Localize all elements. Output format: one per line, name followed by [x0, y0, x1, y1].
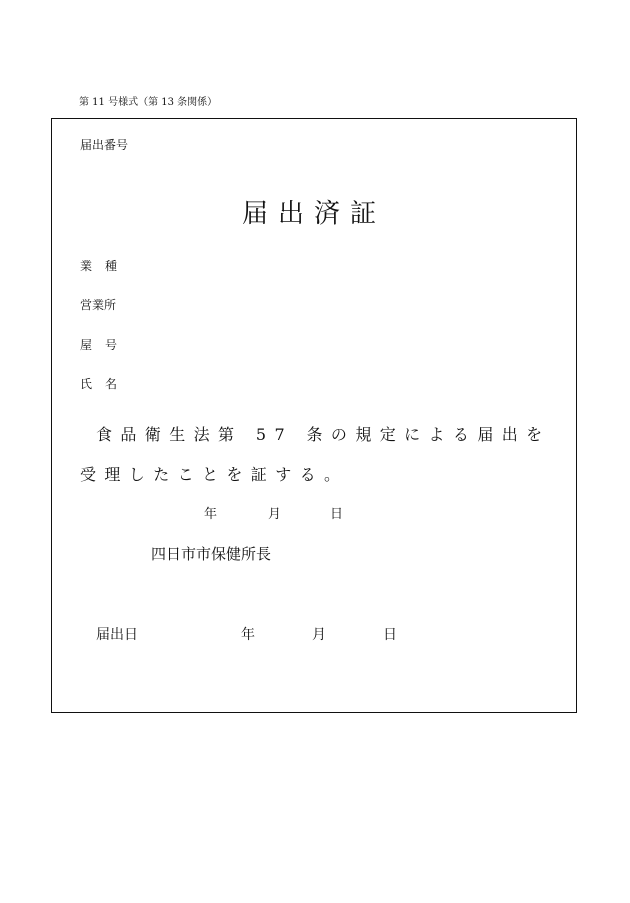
field-business-type-label: 業種	[80, 259, 131, 273]
form-number: 第 11 号様式（第 13 条関係）	[79, 97, 218, 108]
field-trade-name-label: 屋号	[80, 338, 131, 352]
certificate-frame	[51, 118, 577, 713]
filing-date-year-label: 年	[241, 627, 255, 643]
filing-number-label: 届出番号	[80, 138, 129, 152]
certification-line-2: 受理したことを証する。	[80, 465, 349, 484]
field-name-label: 氏名	[80, 377, 131, 391]
issuer-title: 四日市市保健所長	[151, 545, 272, 563]
filing-date-label: 届出日	[96, 627, 138, 643]
document-title: 届出済証	[241, 199, 386, 229]
certification-line-1: 食品衛生法第 57 条の規定による届出を	[96, 425, 551, 444]
field-business-office-label: 営業所	[80, 298, 117, 312]
filing-date-day-label: 日	[383, 627, 397, 643]
date-year-label: 年	[204, 507, 218, 522]
date-day-label: 日	[330, 507, 344, 522]
date-month-label: 月	[268, 507, 282, 522]
filing-date-month-label: 月	[312, 627, 326, 643]
